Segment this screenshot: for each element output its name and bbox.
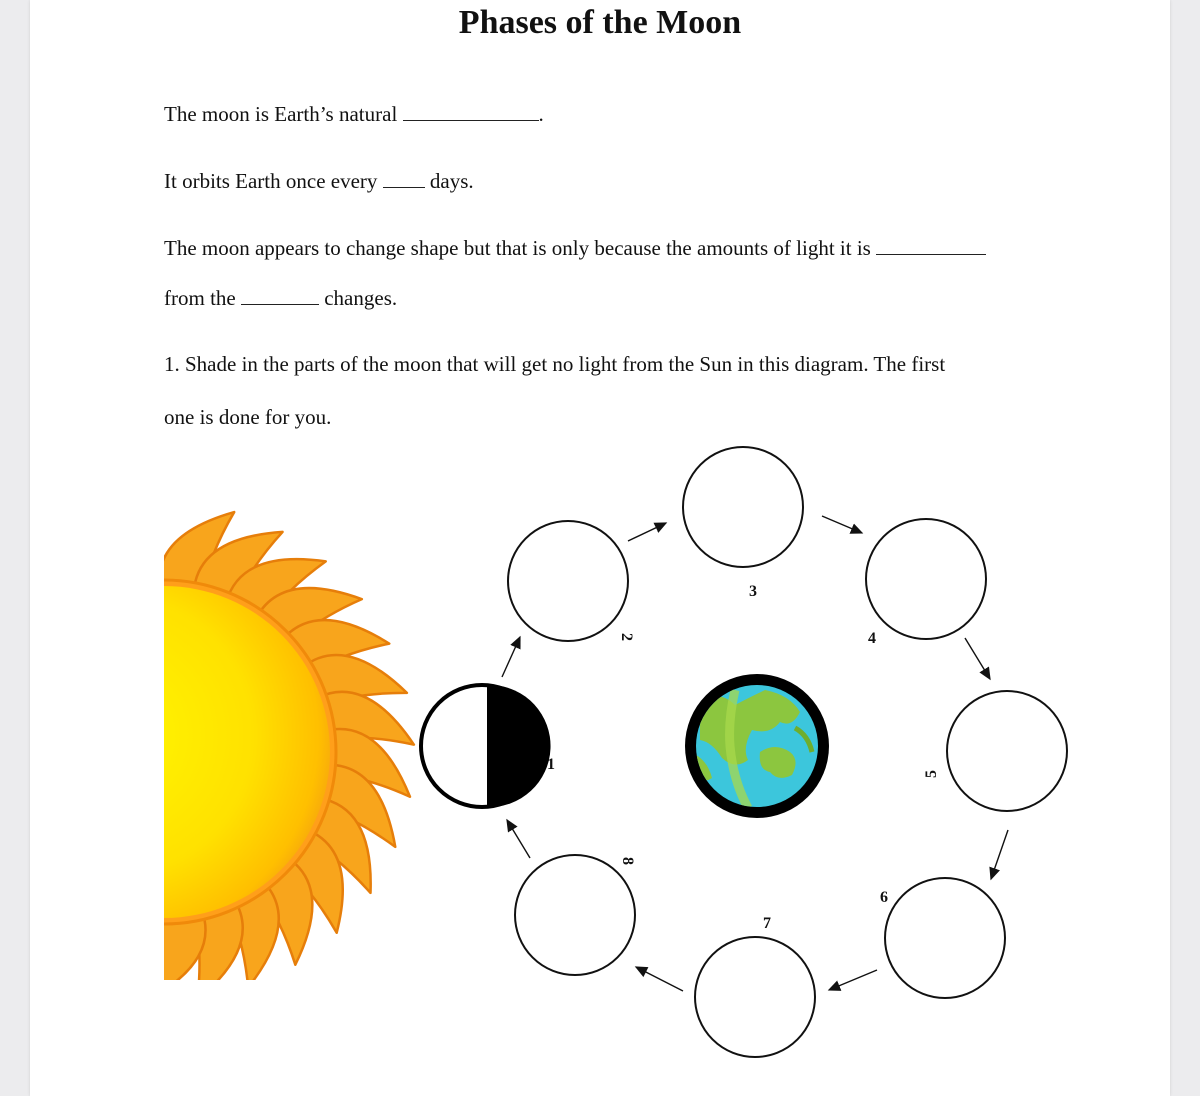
moon-label-4: 4 (868, 630, 876, 647)
moon-2[interactable] (508, 521, 628, 641)
moon-6[interactable] (885, 878, 1005, 998)
moon-7[interactable] (695, 937, 815, 1057)
moon-label-8: 8 (619, 857, 636, 865)
moon-4[interactable] (866, 519, 986, 639)
q1-text: The moon is Earth’s natural (164, 102, 398, 126)
moon-label-5: 5 (923, 770, 940, 778)
instruction-line-2: one is done for you. (164, 405, 332, 429)
moon-8[interactable] (515, 855, 635, 975)
q2-text: It orbits Earth once every (164, 169, 378, 193)
sun-image (0, 512, 414, 1001)
moon-label-7: 7 (763, 915, 771, 932)
moon-3[interactable] (683, 447, 803, 567)
page-title: Phases of the Moon (458, 4, 742, 41)
moon-label-2: 2 (618, 633, 635, 641)
q1-end: . (538, 102, 544, 126)
q4-end: changes. (324, 286, 398, 310)
instruction-line-1: 1. Shade in the parts of the moon that will get no light from the Sun in this diagram. The first (164, 352, 946, 376)
earth-image (685, 674, 829, 818)
q3-text: The moon appears to change shape but that is only because the amounts of light it is (164, 236, 871, 260)
q2-end: days. (429, 169, 474, 193)
moon-label-6: 6 (880, 889, 888, 906)
moon-label-3: 3 (749, 583, 757, 600)
moon-1 (421, 685, 551, 807)
moon-5[interactable] (947, 691, 1067, 811)
moon-label-1: 1 (547, 756, 555, 773)
q4-text: from the (164, 286, 236, 310)
